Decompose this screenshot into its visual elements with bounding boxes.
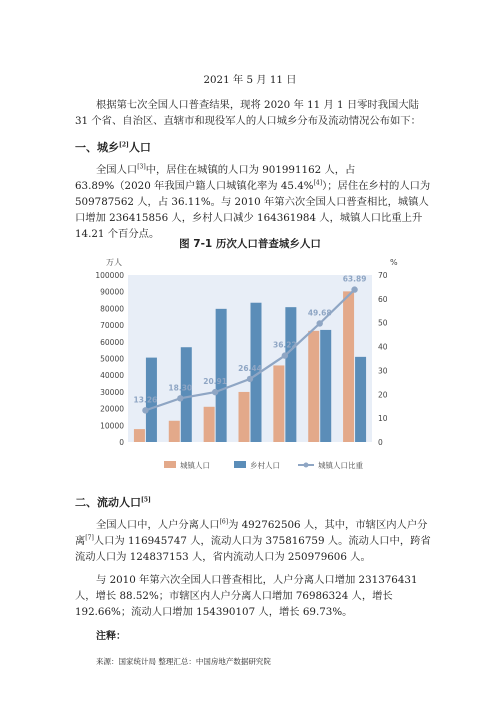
source-footer: 来源：国家统计局 整理汇总：中国房地产数据研究院 bbox=[96, 657, 271, 666]
right-tick-label: 40 bbox=[378, 342, 388, 352]
left-tick-label: 60000 bbox=[100, 337, 124, 347]
right-tick-label: 20 bbox=[378, 390, 388, 400]
right-axis-unit: % bbox=[390, 258, 398, 267]
urban-share-label: 18.30 bbox=[168, 383, 193, 393]
right-tick-label: 60 bbox=[378, 294, 388, 304]
left-tick-label: 40000 bbox=[100, 371, 124, 381]
rural-bar-2020 bbox=[355, 357, 366, 442]
right-tick-label: 10 bbox=[378, 414, 388, 424]
urban-share-point-2000 bbox=[282, 352, 288, 358]
left-tick-label: 100000 bbox=[95, 271, 124, 280]
footnote-ref: [6] bbox=[219, 518, 229, 526]
section2-paragraph-2: 与 2010 年第六次全国人口普查相比，人户分离人口增加 231376431 人，增长 88.52%；市辖区内人户分离人口增加 76986324 人，增长 192.66%；流动人口增加 154390107 人，增长 69.73%。 bbox=[75, 574, 418, 618]
urban-share-label: 49.68 bbox=[307, 308, 332, 318]
chart-plot-area bbox=[128, 275, 372, 442]
left-tick-label: 30000 bbox=[100, 387, 124, 397]
right-tick-label: 70 bbox=[378, 271, 388, 280]
rural-bar-1982 bbox=[216, 309, 227, 442]
right-tick-label: 50 bbox=[378, 318, 388, 328]
section1-paragraph: 全国人口[3]中，居住在城镇的人口为 901991162 人，占 63.89%（2020 年我国户籍人口城镇化率为 45.4%[4]）；居住在乡村的人口为 509787562 人，占 36.11%。与 2010 年第六次全国人口普查相比，城镇人口增加 236415856 人，乡村人口减少 164361984 人，城镇人口比重上升 14.21 个百分点。 bbox=[75, 163, 431, 240]
left-axis-unit: 万人 bbox=[106, 258, 122, 267]
rural-bar-2010 bbox=[320, 330, 331, 442]
rural-bar-1964 bbox=[181, 347, 192, 442]
section1-heading: 一、城乡[2]人口 bbox=[75, 141, 151, 154]
notes-heading: 注释： bbox=[96, 631, 126, 642]
intro-paragraph: 根据第七次全国人口普查结果，现将 2020 年 11 月 1 日零时我国大陆 31 个省、自治区、直辖市和现役军人的人口城乡分布及流动情况公布如下： bbox=[75, 99, 421, 127]
left-tick-label: 80000 bbox=[100, 304, 124, 314]
left-tick-label: 70000 bbox=[100, 321, 124, 331]
legend-urban-swatch bbox=[164, 461, 176, 468]
urban-share-point-1964 bbox=[177, 395, 183, 401]
footnote-ref: [3] bbox=[137, 163, 146, 171]
urban-share-point-1982 bbox=[212, 389, 218, 395]
urban-share-point-2010 bbox=[317, 320, 323, 326]
urban-share-label: 26.44 bbox=[238, 363, 262, 373]
urban-share-label: 36.22 bbox=[272, 340, 297, 350]
urban-bar-1964 bbox=[169, 421, 180, 442]
left-tick-label: 10000 bbox=[100, 421, 124, 431]
population-chart bbox=[82, 248, 418, 480]
right-tick-label: 0 bbox=[378, 438, 383, 447]
urban-bar-2000 bbox=[273, 365, 284, 442]
urban-share-point-1953 bbox=[142, 407, 148, 413]
urban-bar-2010 bbox=[308, 331, 319, 442]
legend-rural-label: 乡村人口 bbox=[250, 461, 280, 470]
chart-title: 图 7-1 历次人口普查城乡人口 bbox=[179, 238, 321, 250]
footnote-ref: [5] bbox=[141, 496, 151, 504]
legend-rural-swatch bbox=[234, 461, 246, 468]
footnote-ref: [2] bbox=[119, 141, 129, 149]
legend-share-marker bbox=[304, 463, 309, 468]
urban-share-point-2020 bbox=[351, 286, 357, 292]
section2-heading: 二、流动人口[5] bbox=[75, 496, 151, 509]
urban-bar-2020 bbox=[343, 291, 354, 442]
rural-bar-2000 bbox=[285, 307, 296, 442]
left-tick-label: 90000 bbox=[100, 287, 124, 297]
section2-paragraph-1: 全国人口中，人户分离人口[6]为 492762506 人，其中，市辖区内人户分离[7]人口为 116945747 人，流动人口为 375816759 人。流动人口中，跨省流动人口为 124837153 人，省内流动人口为 250979606 人。 bbox=[75, 518, 431, 563]
report-date: 2021 年 5 月 11 日 bbox=[203, 74, 297, 86]
left-tick-label: 20000 bbox=[100, 404, 124, 414]
urban-bar-1990 bbox=[239, 392, 250, 442]
urban-share-label: 20.91 bbox=[203, 377, 228, 387]
urban-share-label: 13.26 bbox=[133, 395, 158, 405]
left-tick-label: 0 bbox=[119, 438, 124, 447]
urban-share-label: 63.89 bbox=[342, 274, 367, 284]
footnote-ref: [7] bbox=[85, 534, 94, 542]
left-tick-label: 50000 bbox=[100, 354, 124, 364]
urban-share-point-1990 bbox=[247, 376, 253, 382]
right-tick-label: 30 bbox=[378, 366, 388, 376]
urban-bar-1982 bbox=[204, 407, 215, 442]
legend-urban-label: 城镇人口 bbox=[180, 461, 210, 470]
urban-bar-1953 bbox=[134, 429, 145, 442]
legend-share-label: 城镇人口比重 bbox=[318, 461, 363, 470]
footnote-ref: [4] bbox=[313, 179, 323, 187]
